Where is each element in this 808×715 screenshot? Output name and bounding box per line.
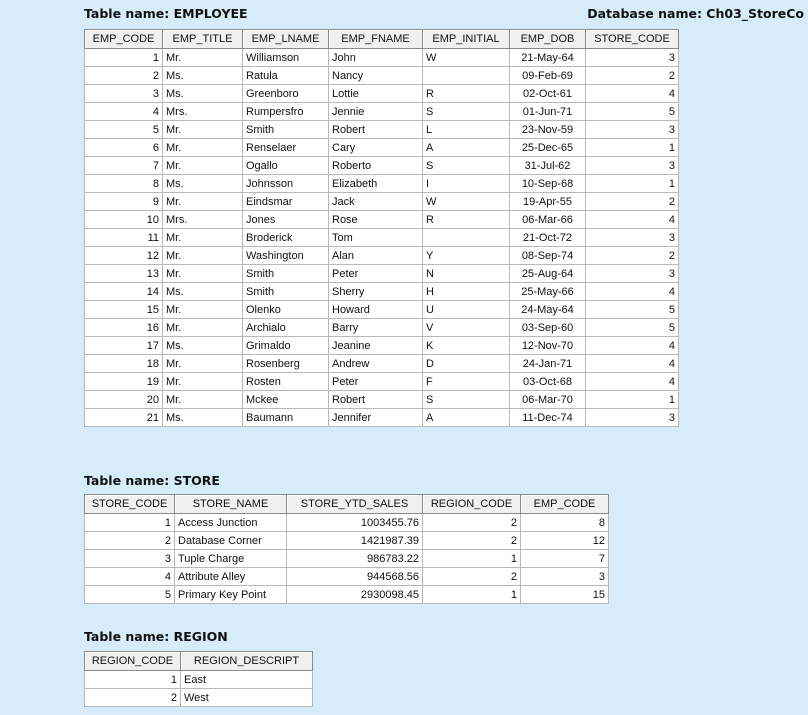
store-cell-store-ytd-sales: 1003455.76 [287, 514, 423, 532]
employee-cell-emp-fname: Robert [329, 121, 423, 139]
employee-cell-emp-initial: R [423, 85, 510, 103]
employee-cell-emp-title: Mr. [163, 121, 243, 139]
store-table-caption: Table name: STORE [84, 473, 220, 488]
employee-cell-emp-lname: Broderick [243, 229, 329, 247]
employee-cell-emp-dob: 24-Jan-71 [510, 355, 586, 373]
employee-table-row [85, 211, 679, 229]
employee-table-row [85, 355, 679, 373]
employee-cell-emp-fname: Nancy [329, 67, 423, 85]
employee-cell-emp-code: 4 [85, 103, 163, 121]
employee-cell-emp-dob: 25-Dec-65 [510, 139, 586, 157]
region-table-caption: Table name: REGION [84, 629, 228, 644]
store-cell-store-name: Primary Key Point [175, 586, 287, 604]
employee-cell-store-code: 2 [586, 67, 679, 85]
employee-cell-emp-lname: Olenko [243, 301, 329, 319]
store-header-store-name: STORE_NAME [175, 495, 287, 514]
employee-cell-emp-title: Ms. [163, 283, 243, 301]
employee-cell-emp-dob: 09-Feb-69 [510, 67, 586, 85]
employee-header-emp-initial: EMP_INITIAL [423, 30, 510, 49]
employee-cell-emp-initial: R [423, 211, 510, 229]
employee-header-store-code: STORE_CODE [586, 30, 679, 49]
employee-cell-emp-dob: 19-Apr-55 [510, 193, 586, 211]
store-table-row [85, 586, 609, 604]
employee-cell-emp-dob: 24-May-64 [510, 301, 586, 319]
employee-cell-emp-code: 15 [85, 301, 163, 319]
employee-cell-emp-title: Mr. [163, 139, 243, 157]
employee-cell-emp-code: 11 [85, 229, 163, 247]
employee-cell-emp-code: 18 [85, 355, 163, 373]
employee-cell-emp-lname: Smith [243, 283, 329, 301]
employee-cell-store-code: 2 [586, 193, 679, 211]
employee-cell-emp-lname: Smith [243, 265, 329, 283]
employee-cell-emp-initial [423, 67, 510, 85]
employee-cell-store-code: 3 [586, 49, 679, 67]
employee-cell-store-code: 1 [586, 139, 679, 157]
employee-table-row [85, 247, 679, 265]
store-cell-emp-code: 8 [521, 514, 609, 532]
employee-cell-emp-fname: Jeanine [329, 337, 423, 355]
employee-cell-store-code: 1 [586, 175, 679, 193]
employee-cell-emp-code: 1 [85, 49, 163, 67]
employee-cell-store-code: 3 [586, 121, 679, 139]
employee-cell-store-code: 1 [586, 391, 679, 409]
employee-cell-emp-code: 13 [85, 265, 163, 283]
store-cell-store-code: 5 [85, 586, 175, 604]
employee-cell-emp-title: Mr. [163, 247, 243, 265]
store-table-row [85, 532, 609, 550]
employee-header-emp-fname: EMP_FNAME [329, 30, 423, 49]
employee-cell-emp-dob: 31-Jul-62 [510, 157, 586, 175]
employee-cell-emp-code: 17 [85, 337, 163, 355]
employee-cell-emp-title: Ms. [163, 175, 243, 193]
employee-cell-emp-lname: Grimaldo [243, 337, 329, 355]
employee-cell-emp-lname: Smith [243, 121, 329, 139]
employee-table-row [85, 175, 679, 193]
employee-cell-emp-initial: W [423, 49, 510, 67]
employee-cell-emp-lname: Baumann [243, 409, 329, 427]
employee-header-emp-code: EMP_CODE [85, 30, 163, 49]
store-cell-region-code: 2 [423, 568, 521, 586]
employee-cell-emp-fname: Jack [329, 193, 423, 211]
employee-table-row [85, 283, 679, 301]
employee-cell-emp-initial: F [423, 373, 510, 391]
employee-cell-emp-dob: 21-May-64 [510, 49, 586, 67]
employee-cell-emp-fname: Peter [329, 373, 423, 391]
employee-table-row [85, 121, 679, 139]
employee-table-row [85, 67, 679, 85]
employee-cell-emp-code: 19 [85, 373, 163, 391]
employee-cell-emp-fname: Rose [329, 211, 423, 229]
employee-cell-emp-title: Mrs. [163, 103, 243, 121]
employee-cell-emp-title: Mr. [163, 229, 243, 247]
employee-cell-emp-lname: Ratula [243, 67, 329, 85]
employee-cell-emp-lname: Eindsmar [243, 193, 329, 211]
store-header-store-code: STORE_CODE [85, 495, 175, 514]
employee-table-row [85, 85, 679, 103]
store-cell-store-ytd-sales: 2930098.45 [287, 586, 423, 604]
employee-cell-emp-dob: 25-Aug-64 [510, 265, 586, 283]
employee-cell-emp-fname: Sherry [329, 283, 423, 301]
employee-cell-emp-lname: Rumpersfro [243, 103, 329, 121]
employee-cell-emp-lname: Greenboro [243, 85, 329, 103]
store-cell-store-ytd-sales: 944568.56 [287, 568, 423, 586]
employee-cell-store-code: 3 [586, 157, 679, 175]
store-cell-region-code: 2 [423, 532, 521, 550]
employee-cell-emp-dob: 03-Sep-60 [510, 319, 586, 337]
employee-cell-store-code: 4 [586, 211, 679, 229]
employee-table-row [85, 301, 679, 319]
employee-cell-emp-fname: Alan [329, 247, 423, 265]
employee-cell-emp-initial: D [423, 355, 510, 373]
employee-cell-emp-initial: N [423, 265, 510, 283]
employee-cell-store-code: 4 [586, 85, 679, 103]
employee-cell-emp-title: Mr. [163, 157, 243, 175]
employee-cell-emp-code: 3 [85, 85, 163, 103]
employee-cell-emp-dob: 02-Oct-61 [510, 85, 586, 103]
employee-table-row [85, 337, 679, 355]
employee-cell-emp-initial: S [423, 103, 510, 121]
employee-cell-emp-title: Mr. [163, 265, 243, 283]
employee-table-row [85, 319, 679, 337]
employee-cell-emp-code: 2 [85, 67, 163, 85]
employee-cell-emp-fname: Cary [329, 139, 423, 157]
store-cell-store-code: 1 [85, 514, 175, 532]
store-cell-store-ytd-sales: 1421987.39 [287, 532, 423, 550]
region-cell-region-code: 2 [85, 689, 181, 707]
employee-table-row [85, 49, 679, 67]
employee-cell-emp-dob: 10-Sep-68 [510, 175, 586, 193]
store-cell-emp-code: 7 [521, 550, 609, 568]
employee-cell-emp-lname: Renselaer [243, 139, 329, 157]
employee-cell-emp-lname: Archialo [243, 319, 329, 337]
employee-cell-emp-lname: Williamson [243, 49, 329, 67]
store-table [84, 494, 609, 604]
employee-cell-emp-code: 8 [85, 175, 163, 193]
employee-cell-store-code: 5 [586, 319, 679, 337]
region-header-region-descript: REGION_DESCRIPT [181, 652, 313, 671]
employee-cell-emp-fname: Jennifer [329, 409, 423, 427]
employee-cell-store-code: 5 [586, 301, 679, 319]
employee-cell-emp-initial: A [423, 139, 510, 157]
employee-cell-emp-initial [423, 229, 510, 247]
employee-cell-store-code: 4 [586, 355, 679, 373]
region-table [84, 651, 313, 707]
employee-cell-emp-title: Mr. [163, 373, 243, 391]
employee-cell-store-code: 3 [586, 265, 679, 283]
store-cell-store-name: Access Junction [175, 514, 287, 532]
store-cell-store-code: 4 [85, 568, 175, 586]
employee-cell-emp-initial: S [423, 157, 510, 175]
employee-cell-emp-dob: 01-Jun-71 [510, 103, 586, 121]
employee-cell-emp-lname: Johnsson [243, 175, 329, 193]
employee-cell-emp-fname: Elizabeth [329, 175, 423, 193]
employee-cell-emp-initial: U [423, 301, 510, 319]
store-cell-emp-code: 12 [521, 532, 609, 550]
store-header-region-code: REGION_CODE [423, 495, 521, 514]
employee-cell-emp-fname: Barry [329, 319, 423, 337]
employee-header-emp-lname: EMP_LNAME [243, 30, 329, 49]
store-cell-store-name: Tuple Charge [175, 550, 287, 568]
employee-cell-emp-code: 14 [85, 283, 163, 301]
employee-cell-emp-title: Mr. [163, 355, 243, 373]
employee-cell-emp-initial: K [423, 337, 510, 355]
store-table-row [85, 550, 609, 568]
employee-cell-emp-lname: Washington [243, 247, 329, 265]
employee-cell-emp-lname: Rosenberg [243, 355, 329, 373]
employee-cell-emp-lname: Rosten [243, 373, 329, 391]
region-table-row [85, 689, 313, 707]
employee-cell-emp-dob: 21-Oct-72 [510, 229, 586, 247]
employee-table-caption: Table name: EMPLOYEE [84, 6, 248, 21]
employee-cell-emp-title: Ms. [163, 409, 243, 427]
database-name: Database name: Ch03_StoreCo [587, 6, 804, 21]
employee-cell-emp-initial: V [423, 319, 510, 337]
employee-table-row [85, 409, 679, 427]
employee-cell-emp-fname: Tom [329, 229, 423, 247]
employee-cell-emp-dob: 11-Dec-74 [510, 409, 586, 427]
store-cell-store-code: 3 [85, 550, 175, 568]
employee-cell-emp-fname: Peter [329, 265, 423, 283]
region-table-row [85, 671, 313, 689]
region-cell-region-code: 1 [85, 671, 181, 689]
employee-cell-emp-code: 16 [85, 319, 163, 337]
employee-cell-emp-title: Mr. [163, 391, 243, 409]
employee-cell-emp-initial: I [423, 175, 510, 193]
employee-cell-emp-fname: John [329, 49, 423, 67]
region-cell-region-descript: East [181, 671, 313, 689]
employee-cell-emp-dob: 03-Oct-68 [510, 373, 586, 391]
employee-cell-emp-code: 12 [85, 247, 163, 265]
store-cell-emp-code: 15 [521, 586, 609, 604]
employee-cell-emp-initial: L [423, 121, 510, 139]
store-header-store-ytd-sales: STORE_YTD_SALES [287, 495, 423, 514]
employee-cell-store-code: 3 [586, 229, 679, 247]
store-cell-store-name: Database Corner [175, 532, 287, 550]
employee-table-row [85, 103, 679, 121]
employee-table-row [85, 229, 679, 247]
employee-cell-emp-code: 5 [85, 121, 163, 139]
store-cell-region-code: 1 [423, 586, 521, 604]
region-header-region-code: REGION_CODE [85, 652, 181, 671]
employee-cell-emp-fname: Howard [329, 301, 423, 319]
employee-cell-store-code: 4 [586, 337, 679, 355]
employee-cell-store-code: 3 [586, 409, 679, 427]
store-table-row [85, 514, 609, 532]
employee-cell-emp-title: Ms. [163, 337, 243, 355]
employee-cell-emp-lname: Mckee [243, 391, 329, 409]
employee-cell-emp-dob: 25-May-66 [510, 283, 586, 301]
employee-cell-emp-title: Mr. [163, 301, 243, 319]
employee-cell-emp-title: Ms. [163, 67, 243, 85]
store-cell-store-ytd-sales: 986783.22 [287, 550, 423, 568]
employee-cell-emp-initial: S [423, 391, 510, 409]
employee-header-emp-dob: EMP_DOB [510, 30, 586, 49]
employee-cell-emp-initial: W [423, 193, 510, 211]
store-cell-region-code: 2 [423, 514, 521, 532]
employee-cell-emp-title: Ms. [163, 85, 243, 103]
employee-cell-emp-code: 7 [85, 157, 163, 175]
employee-cell-emp-dob: 08-Sep-74 [510, 247, 586, 265]
store-cell-region-code: 1 [423, 550, 521, 568]
store-header-emp-code: EMP_CODE [521, 495, 609, 514]
employee-cell-emp-code: 10 [85, 211, 163, 229]
employee-cell-store-code: 4 [586, 373, 679, 391]
employee-cell-emp-code: 9 [85, 193, 163, 211]
employee-cell-emp-fname: Lottie [329, 85, 423, 103]
employee-cell-emp-dob: 23-Nov-59 [510, 121, 586, 139]
employee-cell-emp-fname: Jennie [329, 103, 423, 121]
employee-table-row [85, 157, 679, 175]
employee-cell-emp-initial: H [423, 283, 510, 301]
employee-cell-emp-fname: Roberto [329, 157, 423, 175]
region-cell-region-descript: West [181, 689, 313, 707]
employee-cell-emp-dob: 12-Nov-70 [510, 337, 586, 355]
employee-cell-emp-title: Mrs. [163, 211, 243, 229]
employee-table-row [85, 265, 679, 283]
employee-cell-store-code: 5 [586, 103, 679, 121]
employee-cell-emp-dob: 06-Mar-70 [510, 391, 586, 409]
store-cell-store-name: Attribute Alley [175, 568, 287, 586]
employee-cell-emp-code: 20 [85, 391, 163, 409]
employee-table-row [85, 391, 679, 409]
employee-cell-emp-dob: 06-Mar-66 [510, 211, 586, 229]
employee-cell-emp-title: Mr. [163, 49, 243, 67]
employee-header-emp-title: EMP_TITLE [163, 30, 243, 49]
employee-cell-emp-title: Mr. [163, 319, 243, 337]
employee-cell-store-code: 2 [586, 247, 679, 265]
employee-cell-emp-initial: A [423, 409, 510, 427]
employee-table-row [85, 193, 679, 211]
employee-cell-emp-fname: Robert [329, 391, 423, 409]
employee-table-row [85, 373, 679, 391]
employee-cell-emp-code: 6 [85, 139, 163, 157]
employee-cell-emp-fname: Andrew [329, 355, 423, 373]
store-cell-emp-code: 3 [521, 568, 609, 586]
employee-cell-emp-lname: Jones [243, 211, 329, 229]
employee-cell-emp-lname: Ogallo [243, 157, 329, 175]
employee-cell-emp-initial: Y [423, 247, 510, 265]
store-table-row [85, 568, 609, 586]
store-cell-store-code: 2 [85, 532, 175, 550]
employee-cell-emp-code: 21 [85, 409, 163, 427]
employee-cell-emp-title: Mr. [163, 193, 243, 211]
employee-cell-store-code: 4 [586, 283, 679, 301]
employee-table-row [85, 139, 679, 157]
employee-table [84, 29, 679, 427]
